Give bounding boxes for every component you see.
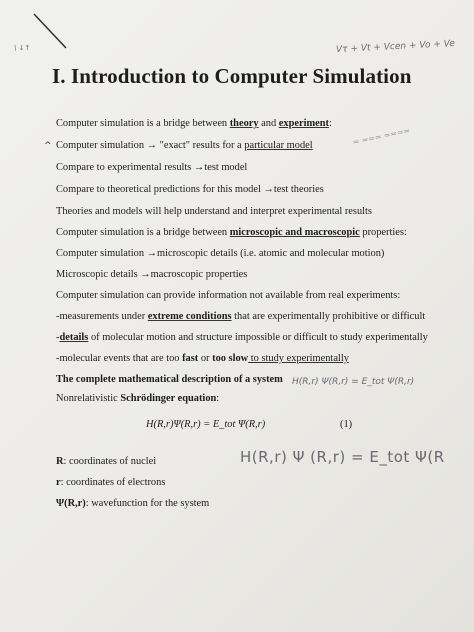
line-schrodinger-equation [56,393,219,404]
text-segment: Nonrelativistic [56,393,121,404]
text-segment: that are experimentally prohibitive or difficult [231,311,426,322]
line-wavefunction [56,498,209,509]
text-segment: Computer simulation is a bridge between [56,227,230,238]
keyword-details: details [59,332,89,343]
line-exact-results [56,140,313,151]
keyword-micro-macro: microscopic and macroscopic [229,227,360,238]
top-right-handwriting: Vτ + Vt + Vcen + Vo + Ve [335,38,456,56]
keyword-theory: theory [229,118,259,129]
keyword-particular-model: particular model [244,140,313,151]
margin-scribble: ≈ ≈≈≈ ≈≈≈≈ [351,125,412,148]
text-segment: or [198,353,213,364]
text-segment: to study experimentally [248,353,349,364]
corner-handwriting: \ ↓↑ [14,44,31,52]
symbol-r: r [56,477,61,488]
text-segment: - [56,332,60,343]
line-extreme-conditions [56,311,425,322]
line-electron-coordinates [56,477,165,488]
keyword-fast: fast [182,353,199,364]
keyword-schrodinger: Schrödinger equation [120,393,217,404]
line-test-theories: Compare to theoretical predictions for this model →test theories [56,184,324,195]
symbol-psi: Ψ(R,r) [56,498,86,509]
line-interpret-results: Theories and models will help understand and interpret experimental results [56,206,372,217]
text-segment: : coordinates of nuclei [63,456,157,467]
text-segment: -measurements under [56,311,148,322]
text-segment: and [258,118,279,129]
line-information-not-available: Computer simulation can provide information not available from real experiments: [56,290,401,301]
big-handwritten-equation: H(R,r) Ψ (R,r) = E_tot Ψ(R [240,448,445,466]
equation-number: (1) [340,419,353,430]
text-segment: Computer simulation is a bridge between [56,118,230,129]
margin-caret: ^ [44,141,52,151]
keyword-too-slow: too slow [212,353,249,364]
line-molecular-details [56,332,428,343]
line-complete-description: The complete mathematical description of a system [56,374,283,385]
line-bridge-theory-experiment [56,118,332,129]
text-segment: : coordinates of electrons [60,477,166,488]
text-segment: properties: [359,227,407,238]
line-macroscopic-properties: Microscopic details →macroscopic properties [56,269,248,280]
schrodinger-equation: H(R,r)Ψ(R,r) = E_tot Ψ(R,r) [146,419,266,430]
text-segment: of molecular motion and structure impossible or difficult to study experimentally [88,332,428,343]
line-bridge-micro-macro [56,227,407,238]
page-title: I. Introduction to Computer Simulation [52,64,412,88]
corner-pen-stroke [30,12,70,52]
text-segment: -molecular events that are too [56,353,183,364]
schrodinger-handwritten-note: H(R,r) Ψ(R,r) = E_tot Ψ(R,r) [292,377,415,387]
line-fast-slow-events [56,353,349,364]
line-microscopic-details: Computer simulation →microscopic details (i.e. atomic and molecular motion) [56,248,385,259]
symbol-R: R [56,456,64,467]
keyword-extreme-conditions: extreme conditions [147,311,232,322]
line-nuclei-coordinates [56,456,156,467]
line-test-model: Compare to experimental results →test model [56,162,248,173]
text-segment: Computer simulation → "exact" results for a [56,140,245,151]
text-segment: : [328,118,332,129]
keyword-experiment: experiment [278,118,329,129]
text-segment: : wavefunction for the system [85,498,210,509]
text-segment: : [216,393,220,404]
